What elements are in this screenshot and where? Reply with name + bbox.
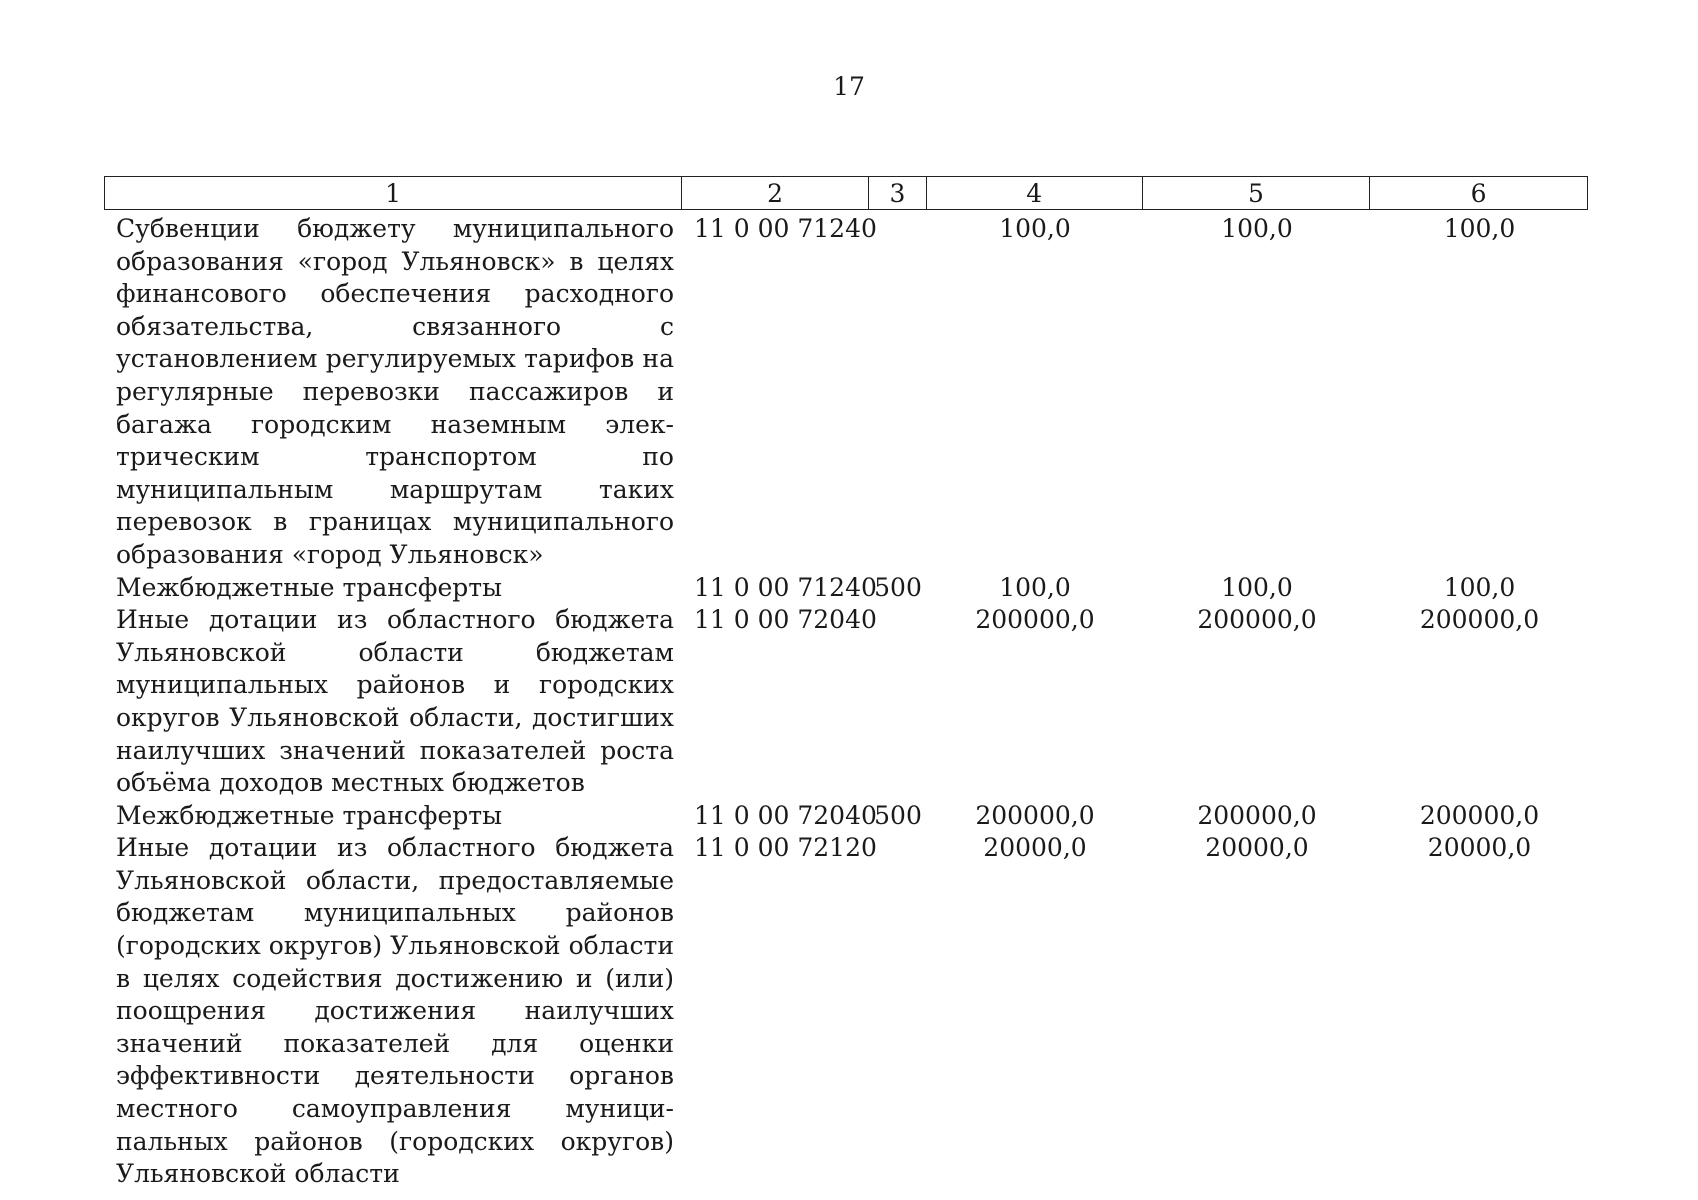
row-name: Иные дотации из областного бюджета Ульяновской области, предоставляемые бюджетам муниципальных районов (городских округов) Ульяновской области в целях содействия достижению и (или) поощрения достижения наилучших значений показателей для оценки эффективности деятельности органов местного самоуправления муниципальных районов (городских округов) Ульяновской области	[116, 833, 674, 1189]
row-value-3: 200000,0	[1419, 605, 1540, 635]
row-value-2: 20000,0	[1205, 833, 1309, 863]
header-col-2: 2	[682, 177, 869, 209]
row-value-3: 200000,0	[1419, 800, 1540, 830]
row-code: 11 0 00 72120	[694, 833, 877, 863]
row-type: 500	[874, 800, 922, 830]
table-row	[104, 604, 1588, 800]
row-type: 500	[874, 572, 922, 602]
row-value-1: 200000,0	[975, 800, 1095, 830]
row-name: Субвенции бюджету муниципального образования «город Ульяновск» в целях финансового обеспечения расходного обязательства, связанного с установлением регулируемых тарифов на регулярные перевозки пассажиров и багажа городским наземным электрическим транспортом по муниципальным маршрутам таких перевозок в границах муниципального образования «город Ульяновск»	[116, 214, 674, 569]
row-name: Межбюджетные трансферты	[116, 800, 503, 830]
header-col-5: 5	[1143, 177, 1371, 209]
row-code: 11 0 00 72040	[694, 800, 877, 830]
row-name: Иные дотации из областного бюджета Ульяновской области бюджетам муниципальных районов и городских округов Ульяновской области, достигших наилучших значений показателей роста объёма доходов местных бюджетов	[116, 605, 674, 798]
table-row	[104, 832, 1588, 1191]
header-col-4: 4	[927, 177, 1143, 209]
table-row	[104, 213, 1588, 572]
row-value-3: 100,0	[1443, 214, 1516, 243]
row-code: 11 0 00 71240	[694, 572, 877, 602]
row-value-1: 20000,0	[983, 833, 1087, 863]
row-value-1: 100,0	[999, 214, 1071, 243]
header-col-3: 3	[869, 177, 927, 209]
table-row	[104, 572, 1588, 605]
header-col-1: 1	[105, 177, 682, 209]
row-value-3: 20000,0	[1427, 833, 1532, 863]
table-header	[104, 176, 1588, 210]
row-value-2: 100,0	[1221, 572, 1293, 602]
row-value-1: 200000,0	[975, 605, 1095, 635]
row-name: Межбюджетные трансферты	[116, 572, 503, 602]
row-code: 11 0 00 72040	[694, 605, 877, 635]
row-value-2: 200000,0	[1197, 605, 1317, 635]
row-value-1: 100,0	[999, 572, 1071, 602]
row-value-2: 200000,0	[1197, 800, 1317, 830]
page-number: 17	[833, 72, 865, 101]
table-row	[104, 800, 1588, 833]
row-value-3: 100,0	[1443, 572, 1516, 602]
header-col-6: 6	[1470, 178, 1487, 208]
row-code: 11 0 00 71240	[694, 214, 877, 243]
row-value-2: 100,0	[1221, 214, 1293, 243]
table-body	[104, 213, 1588, 1191]
